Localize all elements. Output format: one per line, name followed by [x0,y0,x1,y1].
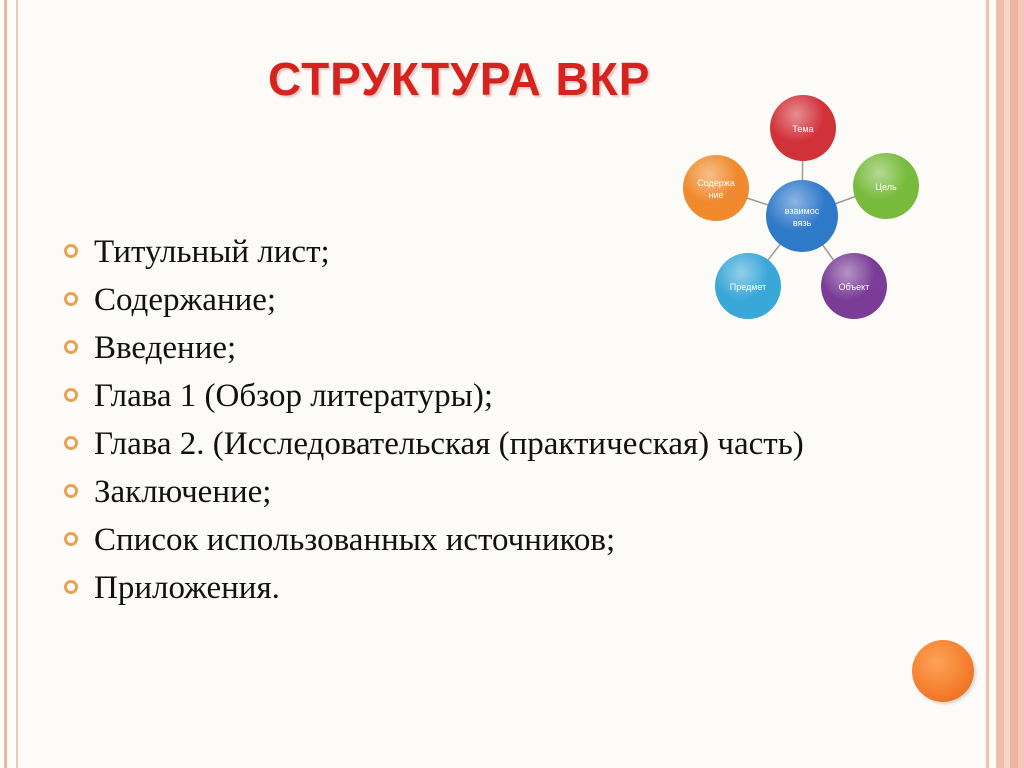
list-item [64,424,864,464]
diagram-node-predmet [715,253,781,319]
list-item [64,520,864,560]
diagram-center-node [766,180,838,252]
list-item-text: Введение; [94,330,237,366]
center-label-line2: вязь [792,218,812,228]
ring-bullet-icon [64,532,78,546]
list-item [64,472,864,512]
list-item-text: Глава 1 (Обзор литературы); [94,378,494,414]
list-item [64,568,864,608]
list-item-text: Список использованных источников; [94,522,616,558]
diagram-node-cel [853,153,919,219]
node-label: Цель [875,182,897,192]
node-label-line2: ние [708,190,724,200]
diagram-node-obekt [821,253,887,319]
ring-bullet-icon [64,580,78,594]
node-label: Содержа [697,178,735,188]
ring-bullet-icon [64,436,78,450]
list-item [64,376,864,416]
right-decorative-stripes [982,0,1024,768]
ring-bullet-icon [64,388,78,402]
list-item-text: Содержание; [94,282,277,318]
center-label: взаимос [784,206,820,216]
node-label: Тема [792,124,814,134]
ring-bullet-icon [64,484,78,498]
left-frame-line-inner [16,0,18,768]
node-label: Объект [838,282,870,292]
list-item-text: Титульный лист; [94,234,330,270]
diagram-node-tema [770,95,836,161]
list-item-text: Заключение; [94,474,272,510]
list-item [64,328,864,368]
ring-bullet-icon [64,292,78,306]
diagram-node-soderzhanie [683,155,749,221]
list-item-text: Приложения. [94,570,280,606]
list-item-text: Глава 2. (Исследовательская (практическая) часть) [94,426,804,462]
relationship-diagram [678,90,924,326]
orange-circle-decoration [912,640,974,702]
left-frame-line [4,0,7,768]
slide-title: СТРУКТУРА ВКР [268,53,651,105]
node-label: Предмет [729,282,767,292]
ring-bullet-icon [64,340,78,354]
ring-bullet-icon [64,244,78,258]
